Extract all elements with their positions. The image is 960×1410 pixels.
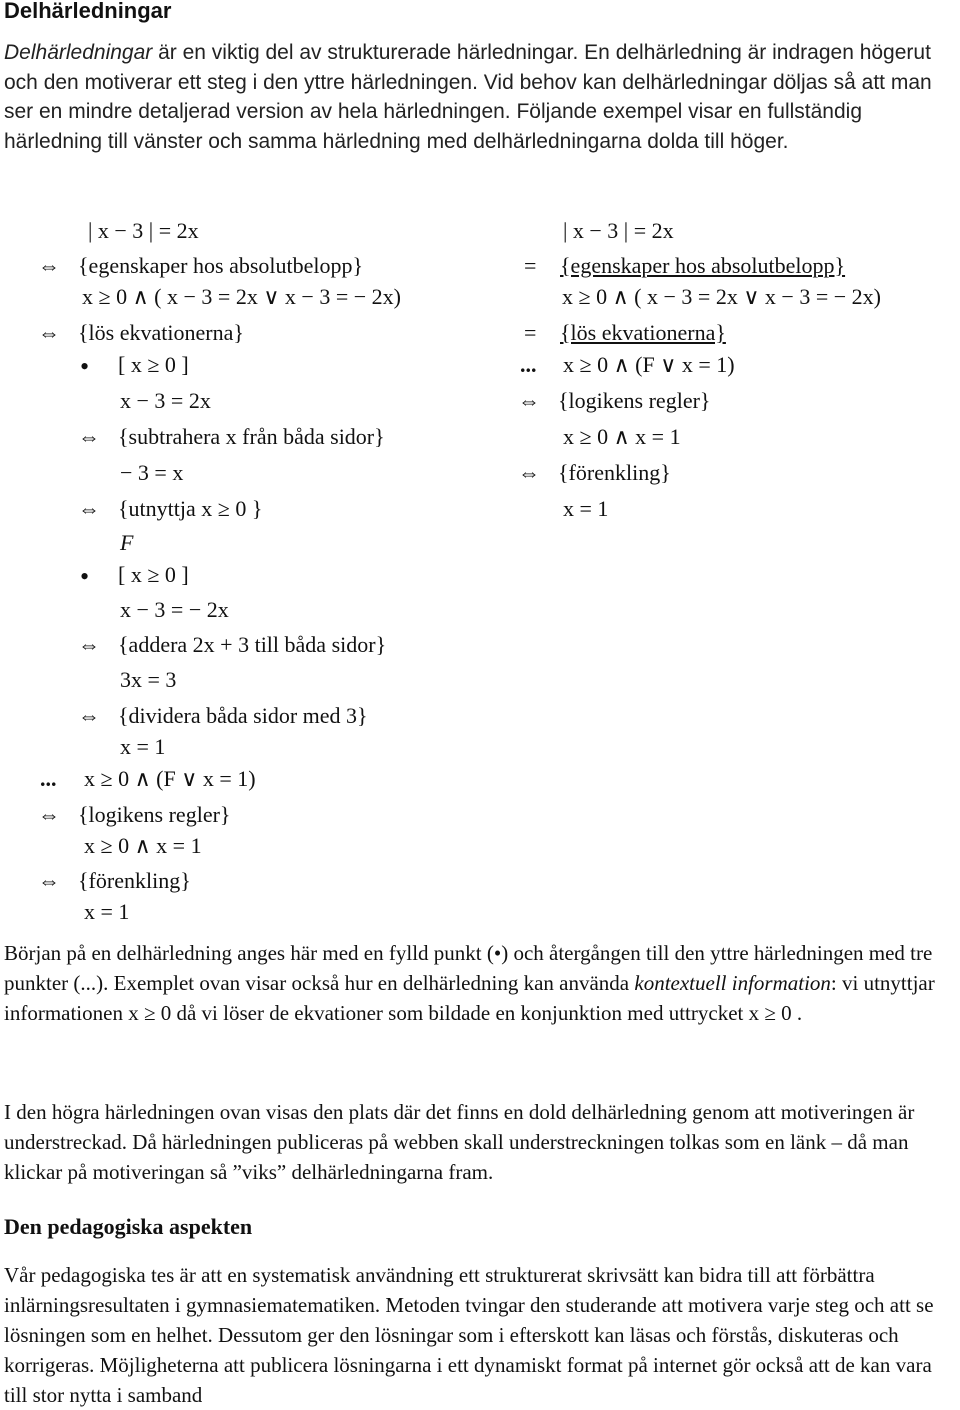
right-hint-4: {förenkling} <box>558 460 671 485</box>
left-line-11: x = 1 <box>84 899 130 924</box>
left-hint-2: {lös ekvationerna} <box>78 320 244 345</box>
left-hint-6: {dividera båda sidor med 3} <box>118 703 368 728</box>
hidden-subderivation-paragraph: I den högra härledningen ovan visas den plats där det finns en dold delhärledning genom att motiveringen är understreckad. Då härledningen publiceras på webben skall understreckningen tolkas som en länk – då man klickar på motiveringan så ”viks” delhärledningarna fram. <box>4 1100 915 1184</box>
left-hint-4: {utnyttja x ≥ 0 } <box>118 496 263 521</box>
explanation-term: kontextuell information <box>634 971 831 995</box>
intro-term: Delhärledningar <box>4 41 153 64</box>
left-line-4: − 3 = x <box>120 460 184 485</box>
equivalence-icon: ⇔ <box>78 424 100 449</box>
subderivation-start-bullet: • <box>80 352 90 381</box>
left-line-2: x ≥ 0 ∧ ( x − 3 = 2x ∨ x − 3 = − 2x) <box>82 284 401 309</box>
section-heading: Den pedagogiska aspekten <box>4 1214 253 1239</box>
left-hint-8: {förenkling} <box>78 868 191 893</box>
left-line-9: x ≥ 0 ∧ (F ∨ x = 1) <box>84 766 256 791</box>
right-line-3: x ≥ 0 ∧ (F ∨ x = 1) <box>563 352 735 377</box>
right-line-1: | x − 3 | = 2x <box>563 218 674 243</box>
left-line-1: | x − 3 | = 2x <box>88 218 199 243</box>
left-line-10: x ≥ 0 ∧ x = 1 <box>84 833 202 858</box>
equivalence-icon: ⇔ <box>38 868 60 893</box>
subderivation-end-dots: ... <box>520 352 537 377</box>
equivalence-icon: ⇔ <box>78 632 100 657</box>
equivalence-icon: ⇔ <box>38 802 60 827</box>
left-hint-1: {egenskaper hos absolutbelopp} <box>78 253 364 278</box>
left-hint-5: {addera 2x + 3 till båda sidor} <box>118 632 387 657</box>
right-hint-2-link[interactable]: {lös ekvationerna} <box>560 320 726 345</box>
left-line-5: F <box>120 530 134 555</box>
equivalence-icon: ⇔ <box>78 703 100 728</box>
right-hint-3: {logikens regler} <box>558 388 711 413</box>
equivalence-icon: ⇔ <box>518 388 540 413</box>
left-hint-3: {subtrahera x från båda sidor} <box>118 424 385 449</box>
right-line-5: x = 1 <box>563 496 609 521</box>
right-hint-1-link[interactable]: {egenskaper hos absolutbelopp} <box>560 253 846 278</box>
left-line-6: x − 3 = − 2x <box>120 597 229 622</box>
intro-paragraph <box>4 38 954 156</box>
page-title: Delhärledningar <box>4 0 172 23</box>
equivalence-icon: ⇔ <box>518 460 540 485</box>
equals-sign: = <box>524 320 537 345</box>
explanation-text-a: Början på en delhärledning anges här med en fylld punkt (•) och återgången till den yttre härledningen med tre punkter (...). Exemplet ovan visar också hur en delhärledning kan använda <box>4 941 933 995</box>
left-assumption-2: [ x ≥ 0 ] <box>118 562 189 587</box>
equivalence-icon: ⇔ <box>78 496 100 521</box>
equivalence-icon: ⇔ <box>38 320 60 345</box>
intro-text: är en viktig del av strukturerade härledningar. En delhärledning är indragen högerut och den motiverar ett steg i den yttre härledningen. Vid behov kan delhärledningar döljas så att man ser en mindre detaljerad version av hela härledningen. Följande exempel visar en fullständig härledning till vänster och samma härledning med delhärledningarna dolda till höger. <box>4 41 932 153</box>
subderivation-end-dots: ... <box>40 766 57 791</box>
left-line-3: x − 3 = 2x <box>120 388 211 413</box>
explanation-text-b: : vi utnyttjar informationen x ≥ 0 då vi löser de ekvationer som bildade en konjunktion med uttrycket x ≥ 0 . <box>4 971 935 1025</box>
right-line-4: x ≥ 0 ∧ x = 1 <box>563 424 681 449</box>
equivalence-icon: ⇔ <box>38 253 60 278</box>
left-line-7: 3x = 3 <box>120 667 177 692</box>
explanation-paragraph <box>4 938 954 1028</box>
subderivation-start-bullet: • <box>80 562 90 591</box>
left-hint-7: {logikens regler} <box>78 802 231 827</box>
equals-sign: = <box>524 253 537 278</box>
pedagogy-paragraph: Vår pedagogiska tes är att en systematisk användning ett strukturerat skrivsätt kan bidra till att förbättra inlärningsresultaten i gymnasiematematiken. Metoden tvingar den studerande att motivera varje steg och att se lösningen som en helhet. Dessutom ger den lösningar som i efterskott kan läsas och förstås, diskuteras och korrigeras. Möjligheterna att publicera lösningarna i ett dynamiskt format på internet gör också att de kan vara till stor nytta i samband <box>4 1263 934 1407</box>
left-line-8: x = 1 <box>120 734 166 759</box>
right-line-2: x ≥ 0 ∧ ( x − 3 = 2x ∨ x − 3 = − 2x) <box>562 284 881 309</box>
left-assumption-1: [ x ≥ 0 ] <box>118 352 189 377</box>
